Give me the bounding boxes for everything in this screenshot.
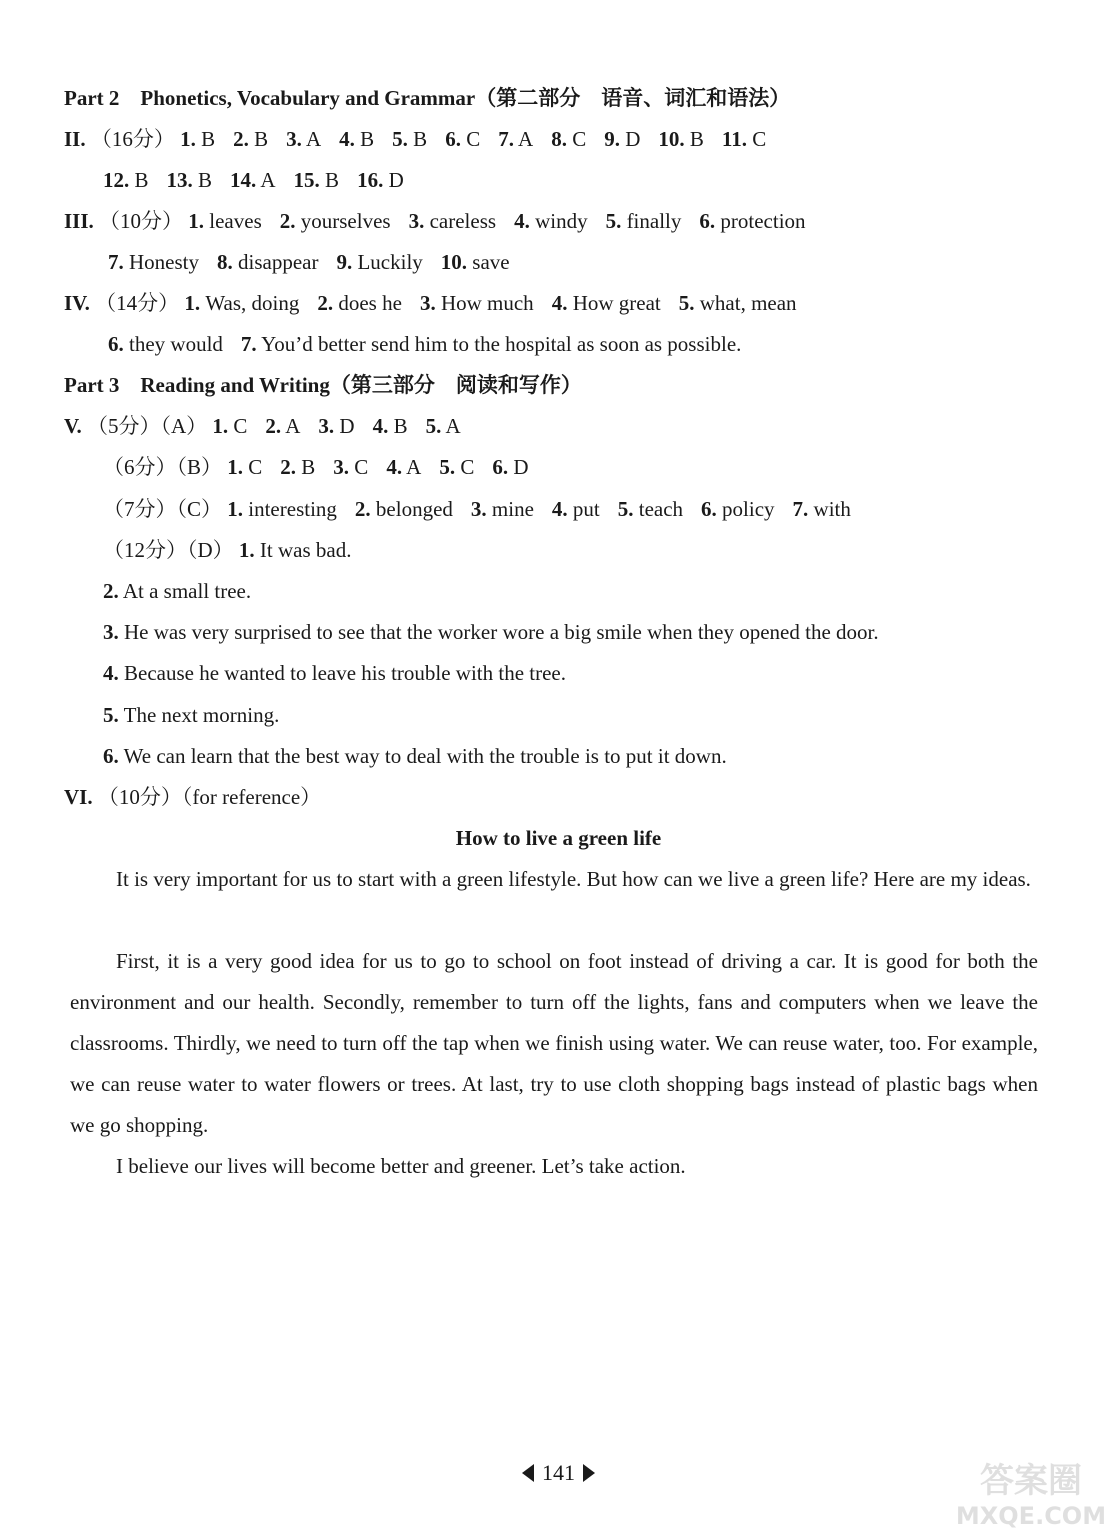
section-3-row-1 bbox=[64, 207, 824, 235]
answer-item bbox=[552, 291, 661, 315]
answer-item bbox=[552, 497, 600, 521]
answer-number: 2. bbox=[317, 291, 334, 315]
answer-item bbox=[230, 168, 276, 192]
answer-number: 2. bbox=[265, 414, 282, 438]
answer-value: How much bbox=[440, 291, 534, 315]
section-score: （12分）（D） bbox=[103, 538, 234, 562]
answer-value: The next morning. bbox=[123, 703, 280, 727]
answer-number: 15. bbox=[293, 168, 320, 192]
section-5-d-1 bbox=[103, 536, 369, 564]
section-2-row-1 bbox=[64, 125, 784, 153]
answer-item bbox=[333, 455, 368, 479]
answer-item bbox=[606, 209, 682, 233]
answer-value: He was very surprised to see that the worker wore a big smile when they opened the door. bbox=[124, 620, 879, 644]
answer-item bbox=[265, 414, 300, 438]
answer-number: 6. bbox=[445, 127, 461, 151]
answer-value: interesting bbox=[248, 497, 337, 521]
section-label: VI. bbox=[64, 785, 93, 809]
answer-value: C bbox=[354, 455, 369, 479]
part-3-heading: Part 3 Reading and Writing（第三部分 阅读和写作） bbox=[64, 373, 582, 397]
answer-number: 6. bbox=[103, 744, 119, 768]
answer-item bbox=[294, 168, 340, 192]
svg-text:答案圈: 答案圈 bbox=[980, 1461, 1082, 1501]
answer-value: A bbox=[518, 127, 534, 151]
answer-value: Honesty bbox=[129, 250, 199, 274]
answer-number: 4. bbox=[551, 497, 568, 521]
answer-number: 7. bbox=[240, 332, 257, 356]
answer-item bbox=[108, 332, 223, 356]
answer-number: 7. bbox=[792, 497, 809, 521]
answer-number: 11. bbox=[721, 127, 748, 151]
answer-number: 1. bbox=[184, 291, 201, 315]
answer-value: does he bbox=[338, 291, 402, 315]
answer-value: We can learn that the best way to deal with the trouble is to put it down. bbox=[123, 744, 727, 768]
answer-number: 6. bbox=[108, 332, 124, 356]
answer-item bbox=[658, 127, 704, 151]
answer-value: C bbox=[248, 455, 263, 479]
answer-number: 6. bbox=[699, 209, 716, 233]
answer-value: disappear bbox=[238, 250, 319, 274]
answer-number: 5. bbox=[103, 703, 119, 727]
answer-value: careless bbox=[429, 209, 497, 233]
answer-item bbox=[618, 497, 683, 521]
answer-value: belonged bbox=[375, 497, 453, 521]
section-4-row-2 bbox=[108, 330, 759, 358]
answer-number: 6. bbox=[701, 497, 717, 521]
section-5-b bbox=[103, 453, 547, 481]
answer-item bbox=[339, 127, 374, 151]
answer-value: How great bbox=[572, 291, 661, 315]
answer-number: 3. bbox=[419, 291, 436, 315]
answer-value: put bbox=[572, 497, 600, 521]
answer-item bbox=[699, 209, 805, 233]
part-2-heading: Part 2 Phonetics, Vocabulary and Grammar（第二部分 语音、词汇和语法） bbox=[64, 86, 791, 110]
answer-value: B bbox=[413, 127, 428, 151]
section-label: III. bbox=[64, 209, 94, 233]
answer-value: Was, doing bbox=[205, 291, 300, 315]
answer-item bbox=[392, 127, 427, 151]
answer-item bbox=[227, 497, 337, 521]
answer-number: 4. bbox=[103, 661, 119, 685]
answer-number: 5. bbox=[425, 414, 442, 438]
answer-value: B bbox=[201, 127, 216, 151]
answer-number: 1. bbox=[238, 538, 255, 562]
answer-item bbox=[604, 127, 640, 151]
section-label: II. bbox=[64, 127, 86, 151]
answer-number: 2. bbox=[280, 455, 297, 479]
answer-number: 4. bbox=[551, 291, 568, 315]
answer-number: 13. bbox=[166, 168, 193, 192]
answer-value: save bbox=[472, 250, 510, 274]
answer-item bbox=[103, 168, 149, 192]
answer-item bbox=[217, 250, 318, 274]
answer-value: C bbox=[233, 414, 248, 438]
answer-value: B bbox=[689, 127, 704, 151]
answer-value: B bbox=[301, 455, 316, 479]
answer-item bbox=[441, 250, 510, 274]
answer-item bbox=[227, 455, 262, 479]
section-5-d-6 bbox=[103, 742, 727, 770]
answer-value: Because he wanted to leave his trouble with the tree. bbox=[124, 661, 567, 685]
answer-number: 9. bbox=[604, 127, 620, 151]
section-2-row-2 bbox=[103, 166, 422, 194]
answer-value: protection bbox=[720, 209, 806, 233]
section-5-a bbox=[64, 412, 479, 440]
essay-paragraph-2: First, it is a very good idea for us to go to school on foot instead of driving a car. It is good for both the environment and our health. Secondly, remember to turn off the lights, fans and computers when we leave the classrooms. Thirdly, we need to turn off the tap when we finish using water. We can reuse water, too. For example, we can reuse water to water flowers or trees. At last, try to use cloth shopping bags instead of plastic bags when we go shopping. bbox=[70, 949, 1038, 1137]
section-5-d-3 bbox=[103, 618, 879, 646]
answer-item bbox=[280, 455, 315, 479]
answer-value: B bbox=[325, 168, 340, 192]
answer-number: 2. bbox=[279, 209, 296, 233]
watermark-logo bbox=[951, 1452, 1111, 1532]
section-4-row-1 bbox=[64, 289, 815, 317]
answer-number: 2. bbox=[354, 497, 371, 521]
section-5-d-4 bbox=[103, 659, 566, 687]
answer-item bbox=[184, 291, 299, 315]
section-6-header bbox=[64, 783, 321, 811]
answer-item bbox=[498, 127, 533, 151]
answer-item bbox=[420, 291, 534, 315]
answer-value: what, mean bbox=[699, 291, 797, 315]
answer-value: B bbox=[393, 414, 408, 438]
answer-value: teach bbox=[638, 497, 684, 521]
answer-number: 9. bbox=[336, 250, 353, 274]
answer-item bbox=[318, 414, 354, 438]
answer-item bbox=[439, 455, 474, 479]
answer-number: 3. bbox=[103, 620, 119, 644]
page-number: 141 bbox=[542, 1460, 575, 1485]
answer-item bbox=[336, 250, 422, 274]
answer-item bbox=[409, 209, 496, 233]
section-5-d-2 bbox=[103, 577, 251, 605]
answer-number: 5. bbox=[605, 209, 622, 233]
answer-value: B bbox=[134, 168, 149, 192]
answer-number: 10. bbox=[440, 250, 468, 274]
answer-item bbox=[108, 250, 199, 274]
section-label: V. bbox=[64, 414, 82, 438]
answer-number: 7. bbox=[108, 250, 124, 274]
answer-item bbox=[241, 332, 742, 356]
answer-item bbox=[357, 168, 404, 192]
answer-item bbox=[793, 497, 851, 521]
answer-number: 5. bbox=[678, 291, 695, 315]
section-label: IV. bbox=[64, 291, 90, 315]
answer-item bbox=[514, 209, 588, 233]
answer-number: 1. bbox=[188, 209, 205, 233]
section-score: （5分）（A） bbox=[86, 414, 208, 438]
answer-value: B bbox=[198, 168, 213, 192]
answer-value: You’d better send him to the hospital as soon as possible. bbox=[261, 332, 742, 356]
answer-number: 4. bbox=[339, 127, 355, 151]
answer-number: 3. bbox=[470, 497, 487, 521]
essay-paragraph-3: I believe our lives will become better and greener. Let’s take action. bbox=[116, 1154, 686, 1178]
answer-value: D bbox=[625, 127, 641, 151]
answer-value: A bbox=[305, 127, 322, 151]
answer-value: windy bbox=[535, 209, 588, 233]
answer-item bbox=[701, 497, 775, 521]
section-5-c bbox=[103, 495, 869, 523]
answer-value: finally bbox=[626, 209, 682, 233]
answer-value: Luckily bbox=[357, 250, 423, 274]
answer-value: with bbox=[813, 497, 851, 521]
answer-number: 3. bbox=[333, 455, 350, 479]
section-score: （16分） bbox=[90, 127, 175, 151]
answer-value: C bbox=[572, 127, 587, 151]
answer-item bbox=[180, 127, 215, 151]
answer-number: 7. bbox=[498, 127, 514, 151]
answer-number: 4. bbox=[372, 414, 389, 438]
answer-value: At a small tree. bbox=[122, 579, 252, 603]
answer-number: 8. bbox=[217, 250, 233, 274]
answer-number: 3. bbox=[408, 209, 425, 233]
answer-number: 8. bbox=[551, 127, 567, 151]
answer-item bbox=[373, 414, 408, 438]
answer-item bbox=[426, 414, 461, 438]
answer-value: yourselves bbox=[300, 209, 391, 233]
answer-value: It was bad. bbox=[259, 538, 352, 562]
answer-value: C bbox=[466, 127, 481, 151]
answer-value: mine bbox=[491, 497, 534, 521]
answer-item bbox=[286, 127, 321, 151]
answer-number: 2. bbox=[103, 579, 119, 603]
left-triangle-icon bbox=[522, 1464, 534, 1482]
right-triangle-icon bbox=[583, 1464, 595, 1482]
answer-item bbox=[551, 127, 586, 151]
answer-number: 3. bbox=[286, 127, 302, 151]
essay-paragraph-1: It is very important for us to start with a green lifestyle. But how can we live a green life? Here are my ideas. bbox=[116, 867, 1031, 891]
section-score: （6分）（B） bbox=[103, 455, 223, 479]
answer-value: D bbox=[388, 168, 404, 192]
answer-number: 1. bbox=[227, 497, 244, 521]
answer-value: A bbox=[406, 455, 422, 479]
section-score: （14分） bbox=[95, 291, 180, 315]
answer-number: 12. bbox=[103, 168, 130, 192]
section-score: （10分）（for reference） bbox=[97, 785, 322, 809]
section-score: （7分）（C） bbox=[103, 497, 223, 521]
answer-item bbox=[492, 455, 528, 479]
essay-title: How to live a green life bbox=[455, 826, 662, 850]
answer-value: A bbox=[260, 168, 276, 192]
answer-value: A bbox=[445, 414, 461, 438]
answer-item bbox=[167, 168, 213, 192]
section-5-d-5 bbox=[103, 701, 279, 729]
answer-number: 5. bbox=[617, 497, 634, 521]
answer-number: 16. bbox=[357, 168, 384, 192]
page-footer bbox=[0, 1460, 1117, 1486]
section-score: （10分） bbox=[99, 209, 184, 233]
answer-value: B bbox=[360, 127, 375, 151]
answer-item bbox=[280, 209, 391, 233]
answer-number: 1. bbox=[227, 455, 244, 479]
answer-number: 1. bbox=[212, 414, 229, 438]
answer-number: 10. bbox=[658, 127, 685, 151]
answer-value: policy bbox=[722, 497, 775, 521]
answer-item bbox=[471, 497, 534, 521]
answer-number: 5. bbox=[392, 127, 408, 151]
answer-value: D bbox=[513, 455, 529, 479]
answer-value: D bbox=[339, 414, 355, 438]
answer-value: B bbox=[254, 127, 269, 151]
answer-item bbox=[317, 291, 402, 315]
answer-item bbox=[445, 127, 480, 151]
answer-item bbox=[355, 497, 453, 521]
answer-value: C bbox=[752, 127, 767, 151]
answer-number: 6. bbox=[492, 455, 509, 479]
answer-item bbox=[188, 209, 261, 233]
answer-number: 14. bbox=[230, 168, 257, 192]
answer-number: 5. bbox=[439, 455, 456, 479]
answer-number: 1. bbox=[180, 127, 196, 151]
answer-number: 4. bbox=[386, 455, 403, 479]
answer-number: 2. bbox=[233, 127, 249, 151]
answer-item bbox=[722, 127, 766, 151]
answer-item bbox=[679, 291, 797, 315]
answer-value: they would bbox=[129, 332, 223, 356]
svg-text:MXQE.COM: MXQE.COM bbox=[955, 1502, 1107, 1530]
answer-value: leaves bbox=[209, 209, 262, 233]
answer-number: 4. bbox=[514, 209, 530, 233]
answer-value: C bbox=[460, 455, 475, 479]
answer-item bbox=[233, 127, 268, 151]
section-3-row-2 bbox=[108, 248, 528, 276]
answer-item bbox=[386, 455, 421, 479]
answer-value: A bbox=[285, 414, 301, 438]
answer-number: 3. bbox=[318, 414, 335, 438]
answer-item bbox=[212, 414, 247, 438]
